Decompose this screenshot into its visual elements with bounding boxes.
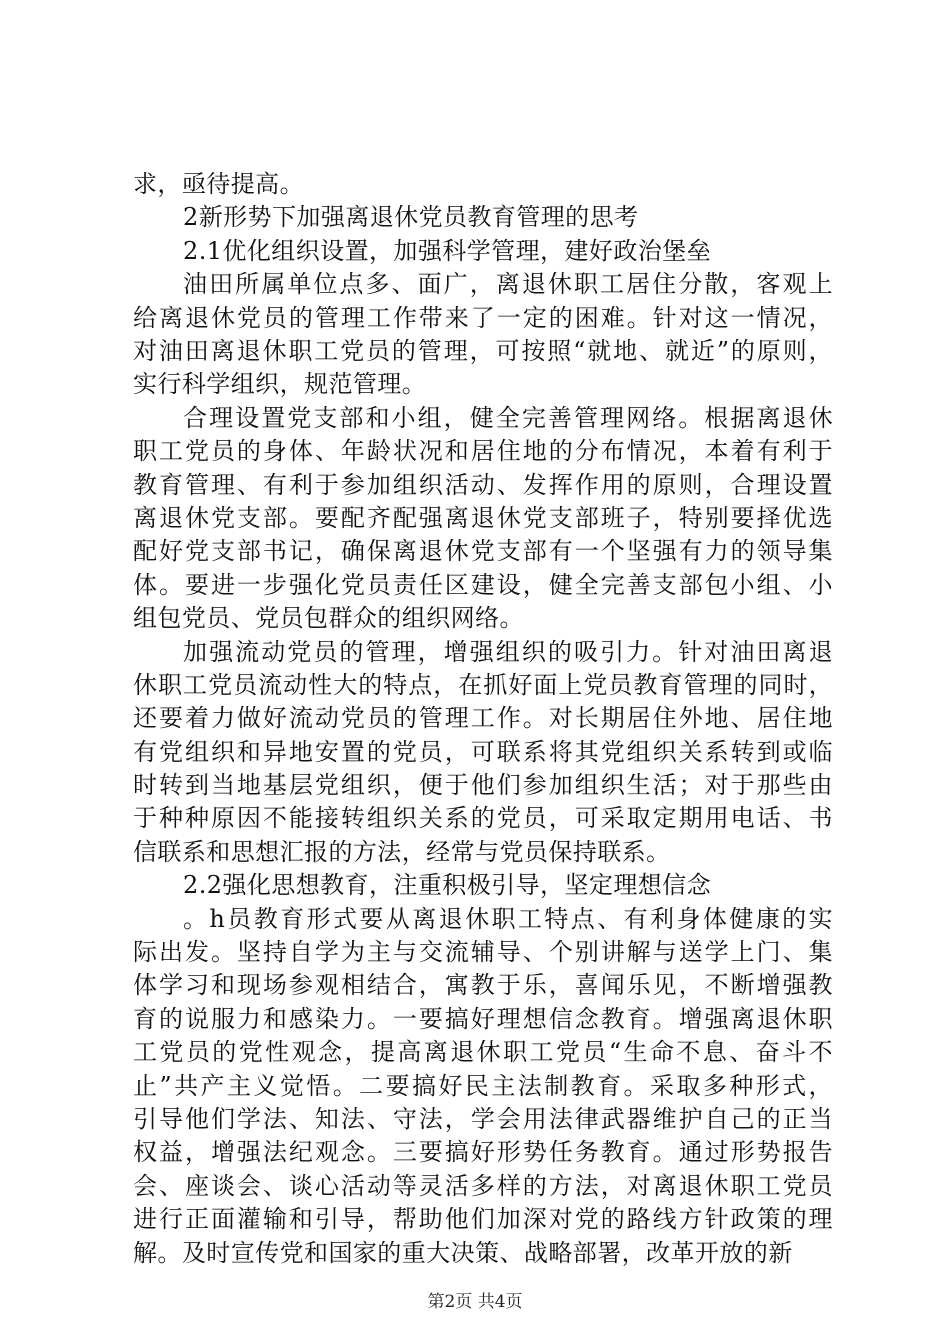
body-text-line: 合理设置党支部和小组，健全完善管理网络。根据离退休 [183,403,833,432]
body-text-line: 信联系和思想汇报的方法，经常与党员保持联系。 [133,837,671,866]
body-text-line: 进行正面灌输和引导，帮助他们加深对党的路线方针政策的理 [133,1205,833,1234]
body-text-line: 会、座谈会、谈心活动等灵活多样的方法，对离退休职工党员 [133,1171,833,1200]
body-text-line: 配好党支部书记，确保离退休党支部有一个坚强有力的领导集 [133,537,833,566]
body-text-line: 育的说服力和感染力。一要搞好理想信念教育。增强离退休职 [133,1004,833,1033]
body-text-line: 职工党员的身体、年龄状况和居住地的分布情况，本着有利于 [133,437,833,466]
body-text-line: 工党员的党性观念，提高离退休职工党员“生命不息、奋斗不 [133,1038,833,1067]
body-text-line: 对油田离退休职工党员的管理，可按照“就地、就近”的原则， [133,336,833,365]
section-heading: 2新形势下加强离退休党员教育管理的思考 [183,203,639,232]
body-text-line: 给离退休党员的管理工作带来了一定的困难。针对这一情况， [133,303,833,332]
body-text-line: 求，亟待提高。 [133,170,305,198]
body-text-line: 引导他们学法、知法、守法，学会用法律武器维护自己的正当 [133,1105,833,1134]
body-text-line: 体。要进一步强化党员责任区建设，健全完善支部包小组、小 [133,570,833,599]
body-text-line: 权益，增强法纪观念。三要搞好形势任务教育。通过形势报告 [133,1138,833,1167]
body-text-line: 教育管理、有利于参加组织活动、发挥作用的原则，合理设置 [133,470,833,499]
body-text-line: 于种种原因不能接转组织关系的党员，可采取定期用电话、书 [133,804,833,833]
body-text-line: 组包党员、党员包群众的组织网络。 [133,604,524,633]
body-text-line: 解。及时宣传党和国家的重大决策、战略部署，改革开放的新 [133,1238,793,1267]
body-text-line: 油田所属单位点多、面广，离退休职工居住分散，客观上 [183,270,833,299]
body-text-line: 际出发。坚持自学为主与交流辅导、个别讲解与送学上门、集 [133,938,833,967]
body-text-line: 体学习和现场参观相结合，寓教于乐，喜闻乐见，不断增强教 [133,971,833,1000]
body-text-line: 加强流动党员的管理，增强组织的吸引力。针对油田离退 [183,637,833,666]
page-footer: 第2页 共4页 [427,1292,523,1312]
body-text-line: 实行科学组织，规范管理。 [133,370,427,399]
body-text-line: 。h员教育形式要从离退休职工特点、有利身体健康的实 [183,904,833,933]
body-text-line: 离退休党支部。要配齐配强离退休党支部班子，特别要择优选 [133,503,833,532]
body-text-line: 还要着力做好流动党员的管理工作。对长期居住外地、居住地 [133,704,833,733]
body-text-line: 时转到当地基层党组织，便于他们参加组织生活；对于那些由 [133,771,833,800]
body-text-line: 休职工党员流动性大的特点，在抓好面上党员教育管理的同时， [133,670,833,699]
body-text-line: 有党组织和异地安置的党员，可联系将其党组织关系转到或临 [133,737,833,766]
subsection-heading: 2.1优化组织设置，加强科学管理，建好政治堡垒 [183,236,712,265]
subsection-heading: 2.2强化思想教育，注重积极引导，坚定理想信念 [183,871,712,900]
body-text-line: 止”共产主义觉悟。二要搞好民主法制教育。采取多种形式， [133,1071,833,1100]
